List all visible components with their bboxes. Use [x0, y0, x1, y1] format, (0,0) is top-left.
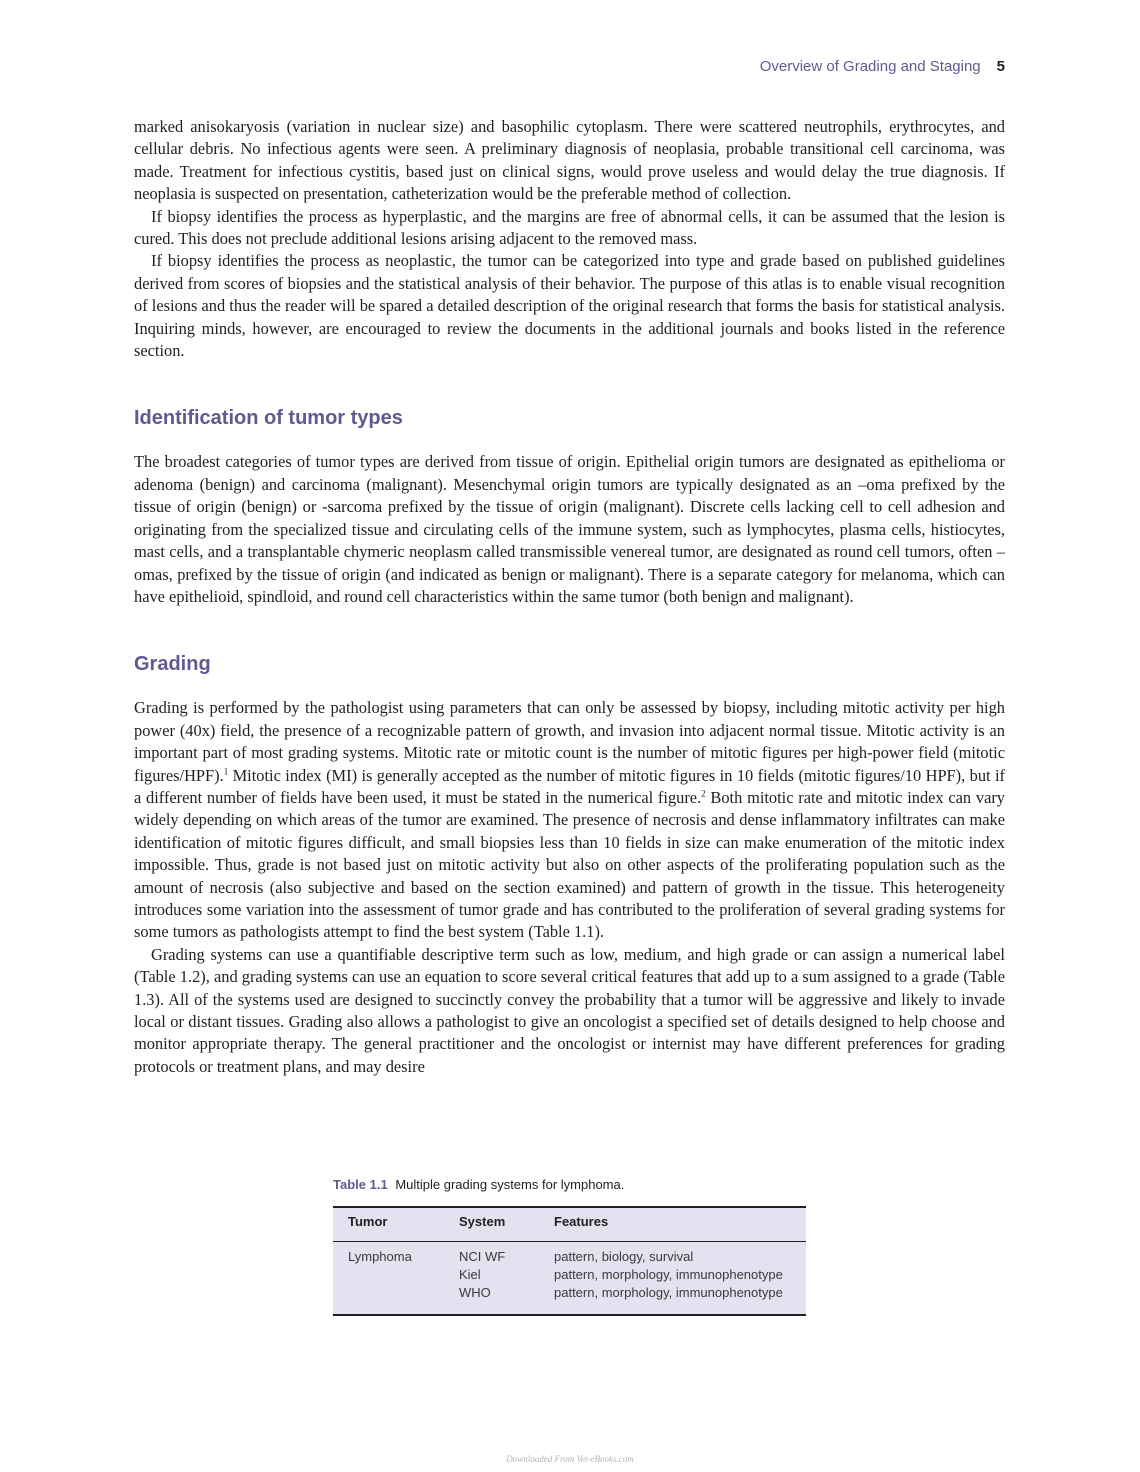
system-name: WHO [459, 1285, 491, 1300]
running-head-title: Overview of Grading and Staging [759, 58, 981, 75]
grading-systems-table [333, 1206, 806, 1316]
table-1-1 [333, 1177, 806, 1316]
system-name: Kiel [459, 1267, 481, 1282]
main-content [134, 116, 1005, 1078]
table-caption [333, 1177, 806, 1192]
body-paragraph-1: marked anisokaryosis (variation in nuclear size) and basophilic cytoplasm. There were scattered neutrophils, erythrocytes, and cellular debris. No infectious agents were seen. A preliminary diagnosis of neoplasia, probable transitional cell carcinoma, was made. Treatment for infectious cystitis, based just on clinical signs, would prove useless and would delay the true diagnosis. If neoplasia is suspected on presentation, catheterization would be the preferable method of collection. [134, 117, 1005, 204]
download-watermark: Downloaded From Vet-eBooks.com [506, 1454, 634, 1464]
section-heading-grading: Grading [134, 653, 211, 676]
cell-features [554, 1242, 806, 1316]
feature-entry: pattern, biology, survival [554, 1249, 694, 1264]
table-row [333, 1242, 806, 1316]
body-paragraph-3: If biopsy identifies the process as neoplastic, the tumor can be categorized into type and grade based on published guidelines derived from scores of biopsies and the statistical analysis of their behavior. The purpose of this atlas is to enable visual recognition of lesions and thus the reader will be spared a detailed description of the original research that forms the basis for statistical analysis. Inquiring minds, however, are encouraged to review the documents in the additional journals and books listed in the reference section. [134, 251, 1005, 361]
grading-paragraph-1-part-b: Mitotic index (MI) is generally accepted as the number of mitotic figures in 10 fields (mitotic figures/10 HPF), but if a different number of fields have been used, it must be stated in the numerical figure. [134, 765, 1005, 807]
table-header-row [333, 1207, 806, 1242]
table-label: Table 1.1 [333, 1177, 388, 1192]
reference-2-superscript: 2 [701, 788, 706, 799]
table-caption-text: Multiple grading systems for lymphoma. [395, 1177, 625, 1192]
feature-entry: pattern, morphology, immunophenotype [554, 1285, 783, 1300]
reference-1-superscript: 1 [223, 766, 229, 777]
system-name: NCI WF [459, 1249, 506, 1264]
column-header-system: System [459, 1207, 554, 1242]
section-heading-identification: Identification of tumor types [134, 407, 403, 430]
body-paragraph-2: If biopsy identifies the process as hyperplastic, and the margins are free of abnormal cells, it can be assumed that the lesion is cured. This does not preclude additional lesions arising adjacent to the removed mass. [134, 206, 1005, 249]
cell-tumor: Lymphoma [348, 1249, 412, 1264]
cell-systems [459, 1242, 554, 1316]
page-number: 5 [996, 58, 1005, 75]
grading-paragraph-1-part-c: Both mitotic rate and mitotic index can vary widely depending on which areas of the tumor are examined. The presence of necrosis and dense inflammatory infiltrates can make identification of mitotic figures difficult, and small biopsies less than 10 fields in size can make enumeration of the mitotic index impossible. Thus, grade is not based just on mitotic activity but also on other aspects of the proliferating population such as the amount of necrosis (also subjective and based on the section examined) and pattern of growth in the tissue. This heterogeneity introduces some variation into the assessment of tumor grade and has contributed to the proliferation of several grading systems for some tumors as pathologists attempt to find the best system (Table 1.1). [134, 787, 1005, 942]
running-head [760, 58, 1005, 75]
grading-paragraph-1 [134, 697, 1005, 943]
identification-paragraph: The broadest categories of tumor types are derived from tissue of origin. Epithelial origin tumors are designated as epithelioma or adenoma (benign) and carcinoma (malignant). Mesenchymal origin tumors are typically designated as an –oma prefixed by the tissue of origin (benign) or -sarcoma prefixed by the tissue of origin (malignant). Discrete cells lacking cell to cell adhesion and originating from the specialized tissue and circulating cells of the immune system, such as lymphocytes, plasma cells, histiocytes, mast cells, and a transplantable chymeric neoplasm called transmissible venereal tumor, are designated as round cell tumors, often –omas, prefixed by the tissue of origin (and indicated as benign or malignant). There is a separate category for melanoma, which can have epithelioid, spindloid, and round cell characteristics within the same tumor (both benign and malignant). [134, 452, 1005, 606]
grading-paragraph-1-part-a: Grading is performed by the pathologist using parameters that can only be assessed by biopsy, including mitotic activity per high power (40x) field, the presence of a recognizable pattern of growth, and invasion into adjacent normal tissue. Mitotic activity is an important part of most grading systems. Mitotic rate or mitotic count is the number of mitotic figures per high-power field (mitotic figures/HPF). [134, 698, 1005, 785]
grading-paragraph-2: Grading systems can use a quantifiable descriptive term such as low, medium, and high grade or can assign a numerical label (Table 1.2), and grading systems can use an equation to score several critical features that add up to a sum assigned to a grade (Table 1.3). All of the systems used are designed to succinctly convey the probability that a tumor will be aggressive and likely to invade local or distant tissues. Grading also allows a pathologist to give an oncologist a specified set of details designed to help choose and monitor appropriate therapy. The general practitioner and the oncologist or internist may have different preferences for grading protocols or treatment plans, and may desire [134, 944, 1005, 1076]
feature-entry: pattern, morphology, immunophenotype [554, 1267, 783, 1282]
column-header-features: Features [554, 1207, 806, 1242]
column-header-tumor: Tumor [333, 1207, 459, 1242]
